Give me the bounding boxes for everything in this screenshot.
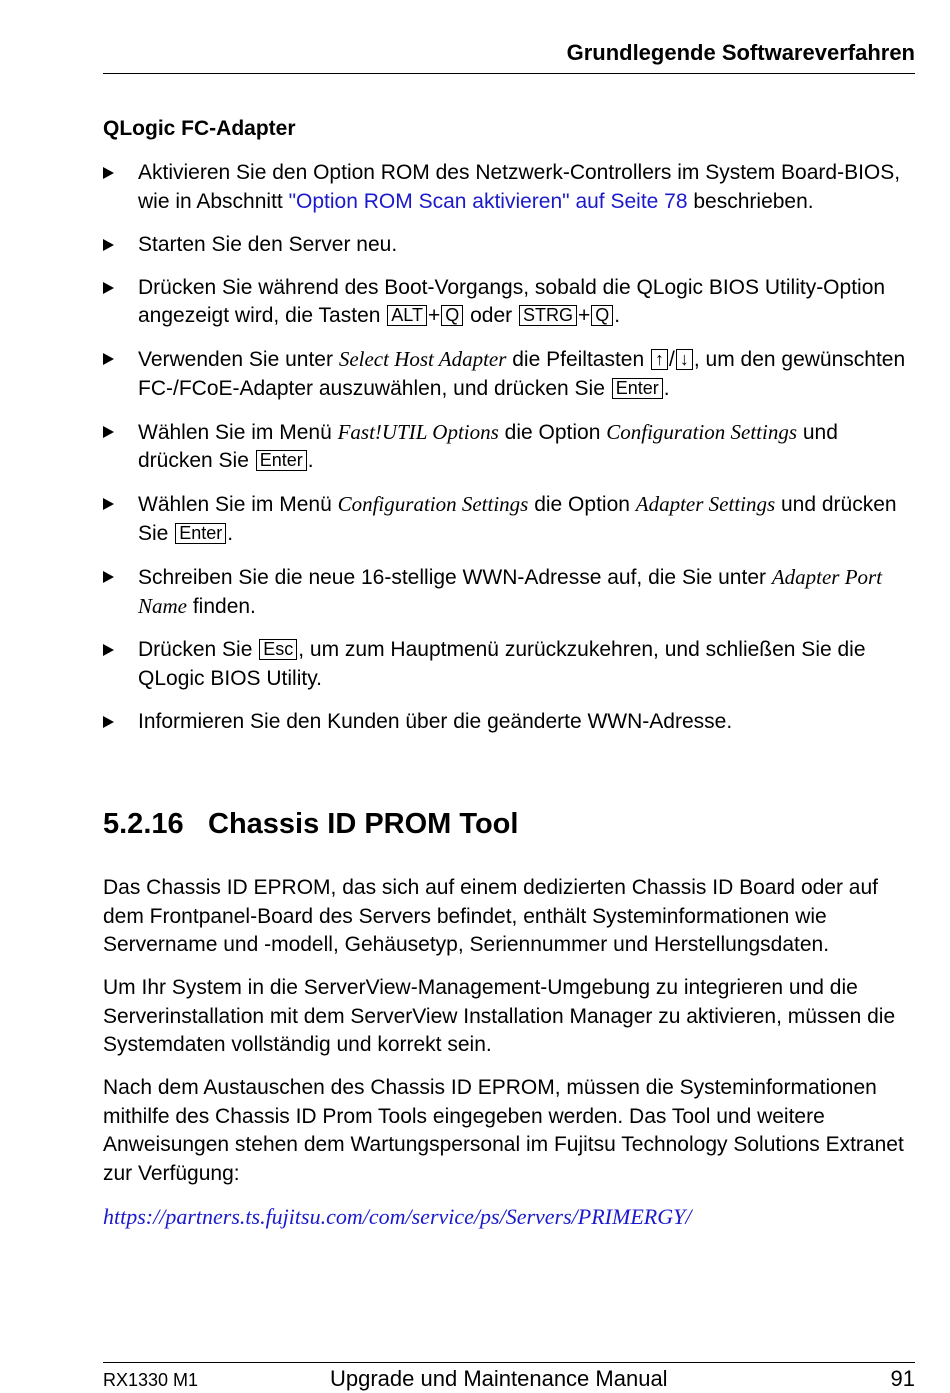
key-arrow-up-icon: ↑ (651, 349, 668, 370)
step-text: . (227, 521, 234, 545)
footer-manual-title: Upgrade und Maintenance Manual (330, 1366, 668, 1391)
key-enter: Enter (175, 523, 226, 544)
chapter-heading (103, 808, 518, 841)
step-text: Drücken Sie während des Boot-Vorgangs, sobald die QLogic BIOS Utility-Option angezeigt wird, die Tasten (138, 275, 886, 327)
step-item (103, 159, 918, 216)
footer-divider (103, 1362, 915, 1363)
key-strg: STRG (519, 305, 577, 326)
step-text: Aktivieren Sie den Option ROM des Netzwerk-Controllers im System Board-BIOS, wie in Abschnitt (138, 161, 901, 213)
bullet-arrow-icon (103, 282, 114, 294)
step-text: Verwenden Sie unter (138, 348, 339, 371)
key-q: Q (441, 305, 463, 326)
page-header-title: Grundlegende Softwareverfahren (566, 40, 915, 65)
section-title: QLogic FC-Adapter (103, 117, 296, 140)
step-text: Wählen Sie im Menü (138, 420, 338, 444)
field-name: Adapter Port Name (138, 564, 883, 618)
step-text: Starten Sie den Server neu. (138, 232, 398, 256)
bullet-arrow-icon (103, 571, 114, 583)
step-item (103, 274, 918, 331)
step-item (103, 708, 918, 737)
key-enter: Enter (612, 378, 663, 399)
cross-reference-link[interactable]: "Option ROM Scan aktivieren" auf Seite 78 (288, 189, 688, 213)
chapter-body (103, 874, 918, 1247)
step-text: oder (464, 304, 518, 327)
footer-model: RX1330 M1 (103, 1370, 199, 1390)
step-item (103, 345, 918, 403)
step-item (103, 563, 918, 622)
chapter-number: 5.2.16 (103, 808, 184, 840)
step-text: . (307, 449, 314, 472)
step-text: , um zum Hauptmenü zurückzukehren, und schließen Sie die QLogic BIOS Utility. (138, 638, 866, 690)
step-item (103, 231, 918, 260)
key-alt: ALT (387, 305, 427, 326)
step-text: Schreiben Sie die neue 16-stellige WWN-Adresse auf, die Sie unter (138, 565, 772, 589)
step-text: finden. (187, 595, 256, 618)
menu-name: Select Host Adapter (338, 347, 507, 371)
paragraph: Das Chassis ID EPROM, das sich auf einem dedizierten Chassis ID Board oder auf dem Frontpanel-Board des Servers befindet, enthält Systeminformationen wie Servername und -modell, Gehäusetyp, Seriennummer und Herstellungsdaten. (103, 876, 879, 956)
bullet-arrow-icon (103, 498, 114, 510)
step-text: Informieren Sie den Kunden über die geänderte WWN-Adresse. (138, 709, 733, 733)
slash: / (669, 348, 675, 371)
option-name: Adapter Settings (635, 492, 776, 516)
step-text: Drücken Sie (138, 638, 259, 661)
menu-name: Configuration Settings (337, 492, 529, 516)
page-number: 91 (890, 1366, 915, 1391)
step-list (103, 159, 918, 751)
bullet-arrow-icon (103, 167, 114, 179)
key-q: Q (591, 305, 613, 326)
paragraph: Um Ihr System in die ServerView-Management-Umgebung zu integrieren und die Serverinstallation mit dem ServerView Installation Manager zu aktivieren, müssen die Systemdaten vollständig und korrekt sein. (103, 976, 896, 1056)
step-text: , um den gewünschten FC-/FCoE-Adapter auszuwählen, und drücken Sie (138, 348, 906, 400)
option-name: Configuration Settings (606, 419, 797, 444)
plus-sign: + (427, 304, 441, 327)
plus-sign: + (577, 304, 591, 327)
step-text: die Option (498, 420, 607, 444)
step-text: . (614, 304, 621, 327)
step-item (103, 418, 918, 476)
step-text: die Pfeiltasten (506, 348, 650, 371)
step-text: und drücken Sie (138, 420, 838, 472)
key-arrow-down-icon: ↓ (676, 349, 693, 370)
step-item (103, 490, 918, 548)
step-item (103, 636, 918, 693)
step-text: . (663, 376, 670, 400)
bullet-arrow-icon (103, 716, 114, 728)
chapter-title: Chassis ID PROM Tool (208, 808, 519, 840)
paragraph: Nach dem Austauschen des Chassis ID EPROM, müssen die Systeminformationen mithilfe des Chassis ID Prom Tools eingegeben werden. Das Tool und weitere Anweisungen stehen dem Wartungspersonal im Fujitsu Technology Solutions Extranet zur Verfügung: (103, 1076, 904, 1185)
extranet-link[interactable]: https://partners.ts.fujitsu.com/com/service/ps/Servers/PRIMERGY/ (103, 1203, 692, 1229)
bullet-arrow-icon (103, 239, 114, 251)
step-text: Wählen Sie im Menü (138, 493, 338, 516)
header-divider (103, 73, 915, 74)
step-text: beschrieben. (687, 189, 814, 213)
bullet-arrow-icon (103, 426, 114, 438)
url-paragraph (103, 1203, 918, 1233)
key-enter: Enter (256, 450, 307, 471)
menu-name: Fast!UTIL Options (337, 419, 499, 444)
bullet-arrow-icon (103, 353, 114, 365)
key-esc: Esc (259, 639, 297, 660)
step-text: die Option (528, 493, 636, 516)
step-text: und drücken Sie (138, 493, 897, 545)
bullet-arrow-icon (103, 644, 114, 656)
